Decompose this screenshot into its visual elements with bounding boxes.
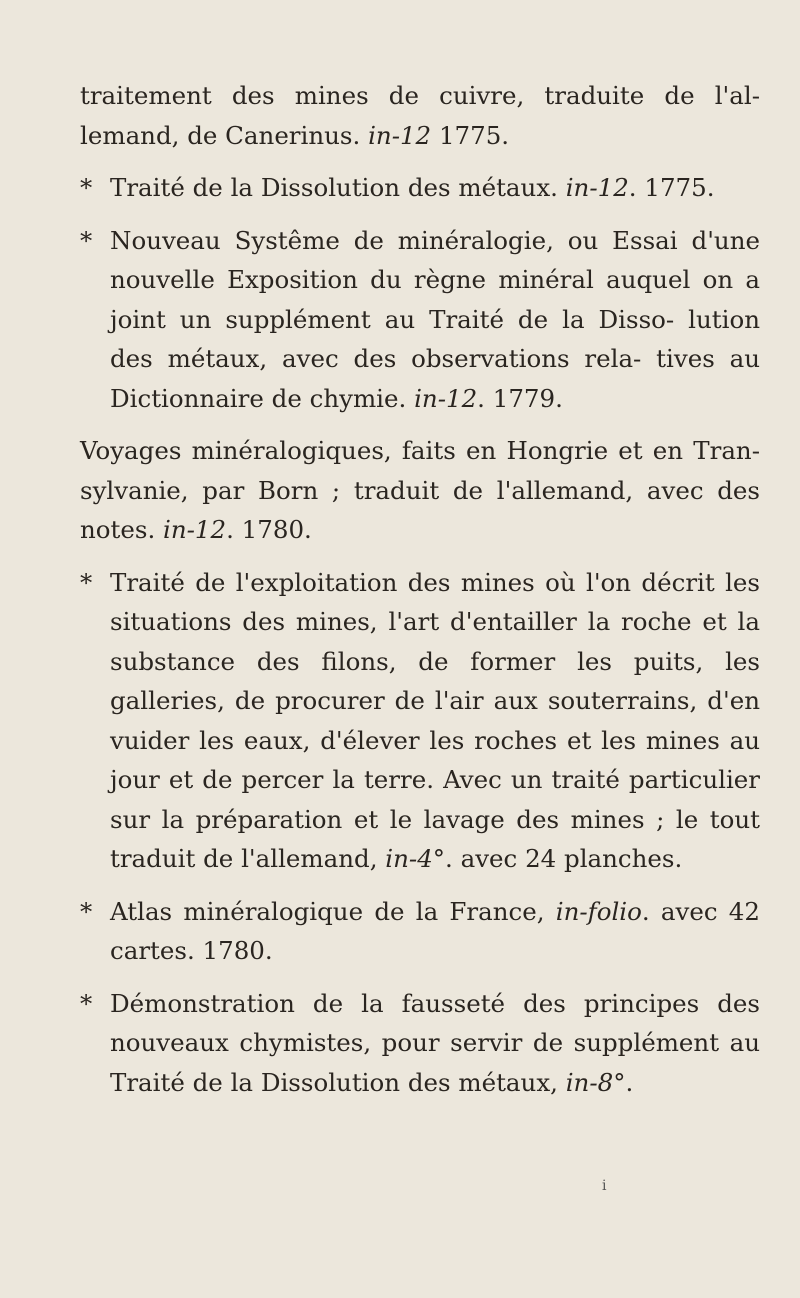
entry-asterisk: *	[80, 567, 93, 597]
format-size: in-4°	[385, 844, 446, 873]
format-size: in-12	[163, 515, 227, 544]
entry-asterisk: *	[80, 225, 93, 255]
bibliography-entry	[80, 892, 760, 971]
bibliography-list	[80, 76, 760, 1115]
entry-text: .	[625, 1067, 634, 1097]
entry-asterisk: *	[80, 896, 93, 926]
entry-text: Traité de l'exploitation des mines où l'on décrit les situations des mines, l'art d'entailler la roche et la substance des filons, de former les puits, les galleries, de procurer de l'air aux souterrains, d'en vuider les eaux, d'élever les roches et les mines au jour et de percer la terre. Avec un traité particulier sur la préparation et le lavage des mines ; le tout traduit de l'allemand,	[110, 567, 760, 873]
entry-text: . avec 24 planches.	[445, 844, 683, 873]
entry-text: 1775.	[431, 120, 510, 150]
format-size: in-12	[414, 383, 478, 413]
entry-text: traitement des mines de cuivre, traduite de l'al- lemand, de Canerinus.	[80, 81, 760, 150]
bibliography-entry	[80, 76, 760, 155]
entry-asterisk: *	[80, 988, 93, 1018]
bibliography-entry	[80, 168, 760, 208]
entry-text: Voyages minéralogiques, faits en Hongrie et en Tran- sylvanie, par Born ; traduit de l'allemand, avec des notes.	[80, 436, 760, 544]
entry-text: Nouveau Systême de minéralogie, ou Essai d'une nouvelle Exposition du règne minéral auquel on a joint un supplément au Traité de la Disso- lution des métaux, avec des observations rela- tives au Dictionnaire de chymie.	[110, 225, 760, 413]
entry-text: Atlas minéralogique de la France,	[110, 896, 556, 926]
format-size: in-folio	[555, 896, 642, 926]
footer-mark: i	[602, 1178, 607, 1194]
entry-asterisk: *	[80, 173, 93, 202]
entry-text: Démonstration de la fausseté des principes des nouveaux chymistes, pour servir de supplément au Traité de la Dissolution des métaux,	[110, 988, 760, 1097]
format-size: in-12	[368, 120, 432, 150]
bibliography-entry	[80, 563, 760, 879]
bibliography-entry	[80, 431, 760, 550]
format-size: in-12	[565, 173, 629, 202]
entry-text: . 1780.	[226, 515, 312, 544]
format-size: in-8°	[565, 1067, 626, 1097]
entry-text: . avec 42 cartes. 1780.	[110, 896, 760, 965]
entry-text: Traité de la Dissolution des métaux.	[110, 173, 566, 202]
bibliography-entry	[80, 984, 760, 1103]
bibliography-entry	[80, 221, 760, 419]
entry-text: . 1779.	[477, 383, 563, 413]
entry-text: . 1775.	[628, 173, 715, 202]
